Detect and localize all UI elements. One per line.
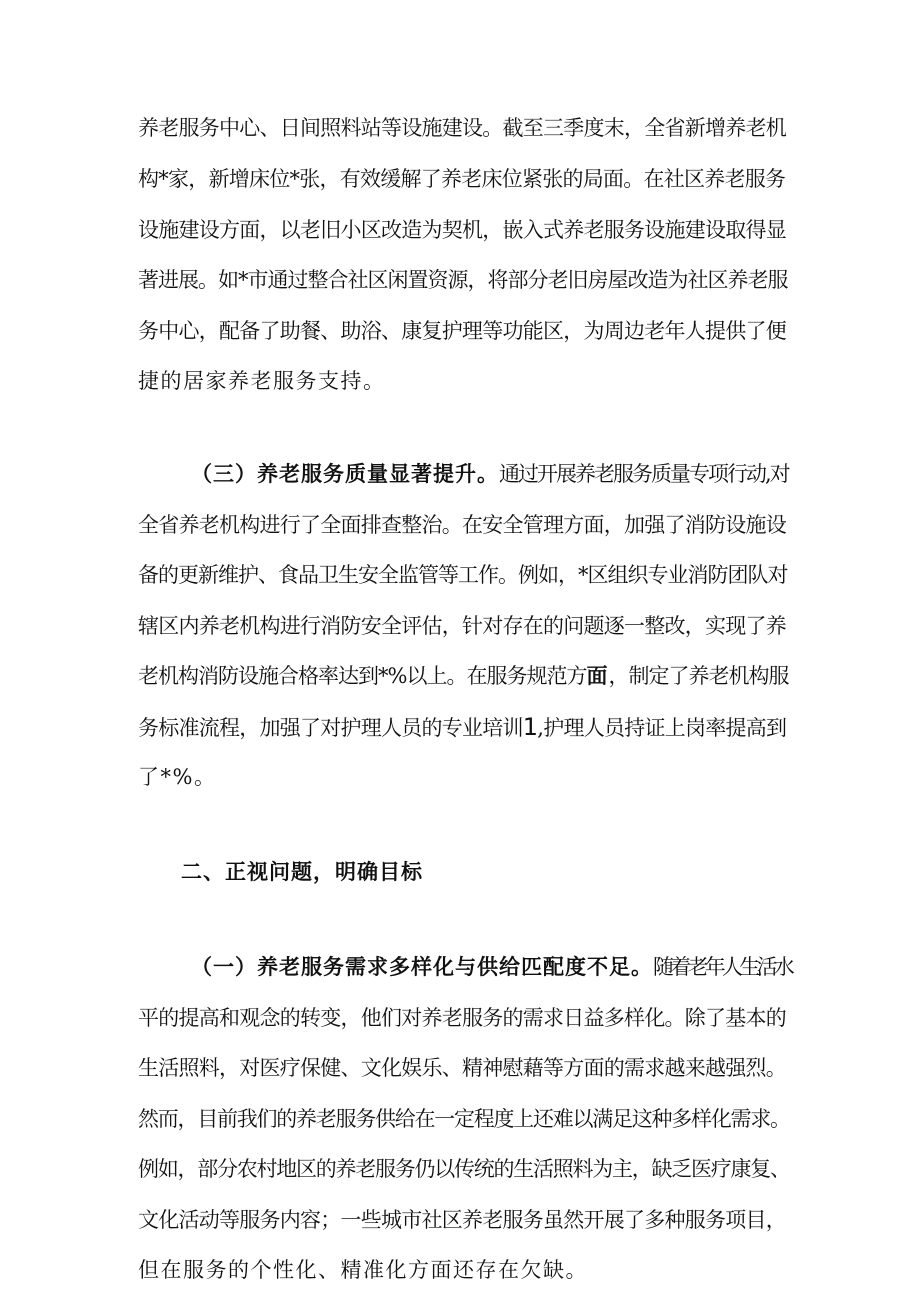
paragraph-line: 构*家，新增床位*张，有效缓解了养老床位紧张的局面。在社区养老服务 — [138, 167, 786, 191]
paragraph-text: ，制定了养老机构服 — [608, 664, 789, 688]
paragraph-text: 通过开展养老服务质量专项行动,对 — [499, 462, 789, 486]
paragraph-line: 文化活动等服务内容；一些城市社区养老服务虽然开展了多种服务项目， — [138, 1208, 786, 1232]
paragraph-line: 务中心，配备了助餐、助浴、康复护理等功能区，为周边老年人提供了便 — [138, 319, 786, 343]
paragraph-line — [138, 713, 786, 742]
bold-char: 面 — [586, 664, 609, 688]
paragraph-line: 设施建设方面，以老旧小区改造为契机，嵌入式养老服务设施建设取得显 — [138, 218, 786, 242]
stray-digit: 1 — [522, 713, 538, 741]
paragraph-line: 备的更新维护、食品卫生安全监管等工作。例如，*区组织专业消防团队对 — [138, 563, 788, 587]
section-heading: （三）养老服务质量显著提升。 — [191, 462, 499, 486]
paragraph-text: 随着老年人生活水 — [653, 955, 791, 979]
paragraph-line: 养老服务中心、日间照料站等设施建设。截至三季度末，全省新增养老机 — [138, 116, 786, 140]
paragraph-line — [138, 662, 788, 690]
paragraph-text: 务标准流程，加强了对护理人员的专业培训 — [138, 716, 523, 740]
paragraph-line: 生活照料，对医疗保健、文化娱乐、精神慰藉等方面的需求越来越强烈。 — [138, 1056, 786, 1080]
section-heading: （一）养老服务需求多样化与供给匹配度不足。 — [191, 955, 653, 979]
paragraph-line: 全省养老机构进行了全面排查整治。在安全管理方面，加强了消防设施设 — [138, 513, 786, 537]
paragraph-line: 平的提高和观念的转变，他们对养老服务的需求日益多样化。除了基本的 — [138, 1006, 786, 1030]
paragraph-line: 著进展。如*市通过整合社区闲置资源，将部分老旧房屋改造为社区养老服 — [138, 268, 788, 292]
paragraph-line: 了*%。 — [138, 765, 217, 789]
paragraph-text: 老机构消防设施合格率达到*%以上。在服务规范方 — [138, 664, 587, 688]
paragraph-line: 例如，部分农村地区的养老服务仍以传统的生活照料为主，缺乏医疗康复、 — [138, 1157, 790, 1181]
paragraph-text: ,护理人员持证上岗率提高到 — [537, 716, 787, 740]
paragraph-line: 然而，目前我们的养老服务供给在一定程度上还难以满足这种多样化需求。 — [138, 1107, 790, 1131]
part-heading: 二、正视问题，明确目标 — [181, 860, 423, 884]
paragraph-line: 辖区内养老机构进行消防安全评估，针对存在的问题逐一整改，实现了养 — [138, 614, 786, 638]
paragraph-first-line — [191, 953, 791, 981]
paragraph-line: 捷的居家养老服务支持。 — [138, 369, 386, 393]
paragraph-line: 但在服务的个性化、精准化方面还存在欠缺。 — [138, 1258, 588, 1282]
paragraph-first-line — [191, 460, 789, 488]
